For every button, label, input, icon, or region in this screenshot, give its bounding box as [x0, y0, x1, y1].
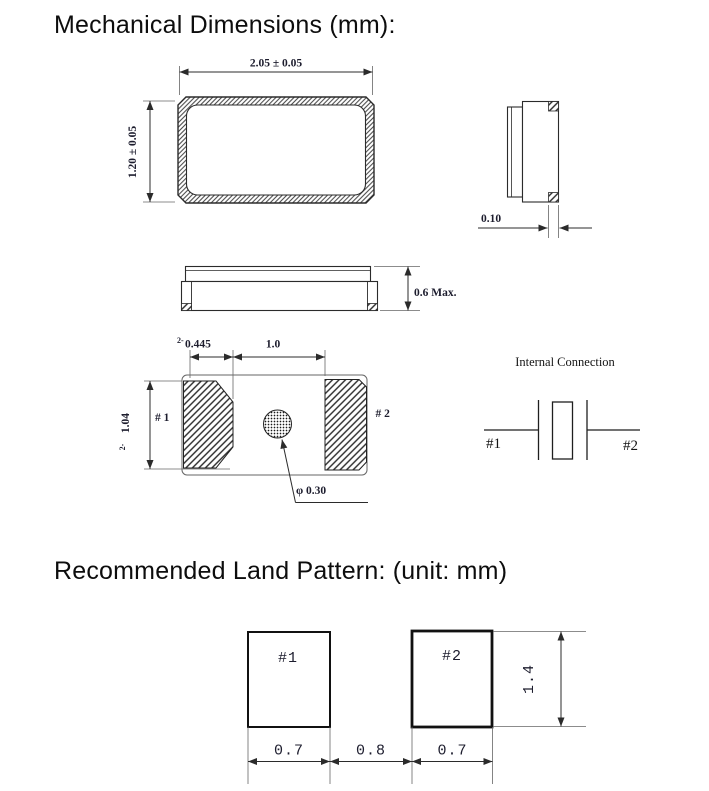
land-pad1-width-dimension: 0.7	[273, 742, 305, 760]
side-view-drawing	[182, 267, 457, 311]
pad1-hatch	[184, 381, 234, 468]
land-pad2-width-dimension: 0.7	[437, 742, 468, 760]
pad2-hatch	[325, 380, 367, 471]
internal-connection-title: Internal Connection	[515, 355, 615, 369]
pad-gap-dimension: 1.0	[265, 338, 281, 351]
lid-top	[186, 267, 371, 282]
body-side	[182, 282, 378, 311]
internal-connection-diagram	[484, 355, 640, 460]
electrode-hatch	[549, 193, 559, 203]
crystal-symbol	[553, 402, 573, 459]
electrode-hatch	[549, 102, 559, 112]
internal-pin1-label: #1	[486, 436, 501, 452]
electrode-thickness-dimension: 0.10	[481, 213, 502, 225]
pad2-label: # 2	[375, 408, 390, 420]
lid-profile	[508, 107, 523, 197]
pad-width-places-prefix: 2-	[177, 336, 184, 345]
mechanical-dimensions-title: Mechanical Dimensions (mm):	[54, 11, 396, 39]
top-height-dimension: 1.20 ± 0.05	[127, 125, 139, 179]
pad1-label: # 1	[155, 412, 170, 424]
land-pattern-title: Recommended Land Pattern: (unit: mm)	[54, 557, 508, 585]
top-width-dimension: 2.05 ± 0.05	[249, 57, 303, 70]
bottom-view-drawing	[118, 336, 390, 503]
end-view-drawing	[478, 102, 592, 239]
land-height-dimension: 1.4	[521, 663, 538, 695]
top-view-drawing	[127, 58, 374, 204]
land-pad2	[412, 631, 492, 727]
land-pad1	[248, 632, 330, 727]
land-gap-dimension: 0.8	[355, 742, 387, 760]
land-pattern-drawing	[248, 631, 586, 784]
pad-height-dimension: 1.04	[120, 412, 132, 434]
center-hole	[264, 410, 292, 438]
body-profile	[523, 102, 559, 203]
pad-width-dimension: 0.445	[185, 338, 211, 351]
terminal-pad-hatch	[368, 304, 378, 311]
land-pad1-label: #1	[277, 650, 299, 667]
internal-pin2-label: #2	[623, 438, 638, 454]
max-height-dimension: 0.6 Max.	[414, 287, 457, 299]
hole-diameter-dimension: φ 0.30	[296, 485, 327, 497]
pad-height-places-prefix: 2-	[118, 443, 127, 451]
package-lid	[187, 105, 366, 195]
land-pad2-label: #2	[441, 648, 463, 665]
terminal-pad-hatch	[182, 304, 192, 311]
